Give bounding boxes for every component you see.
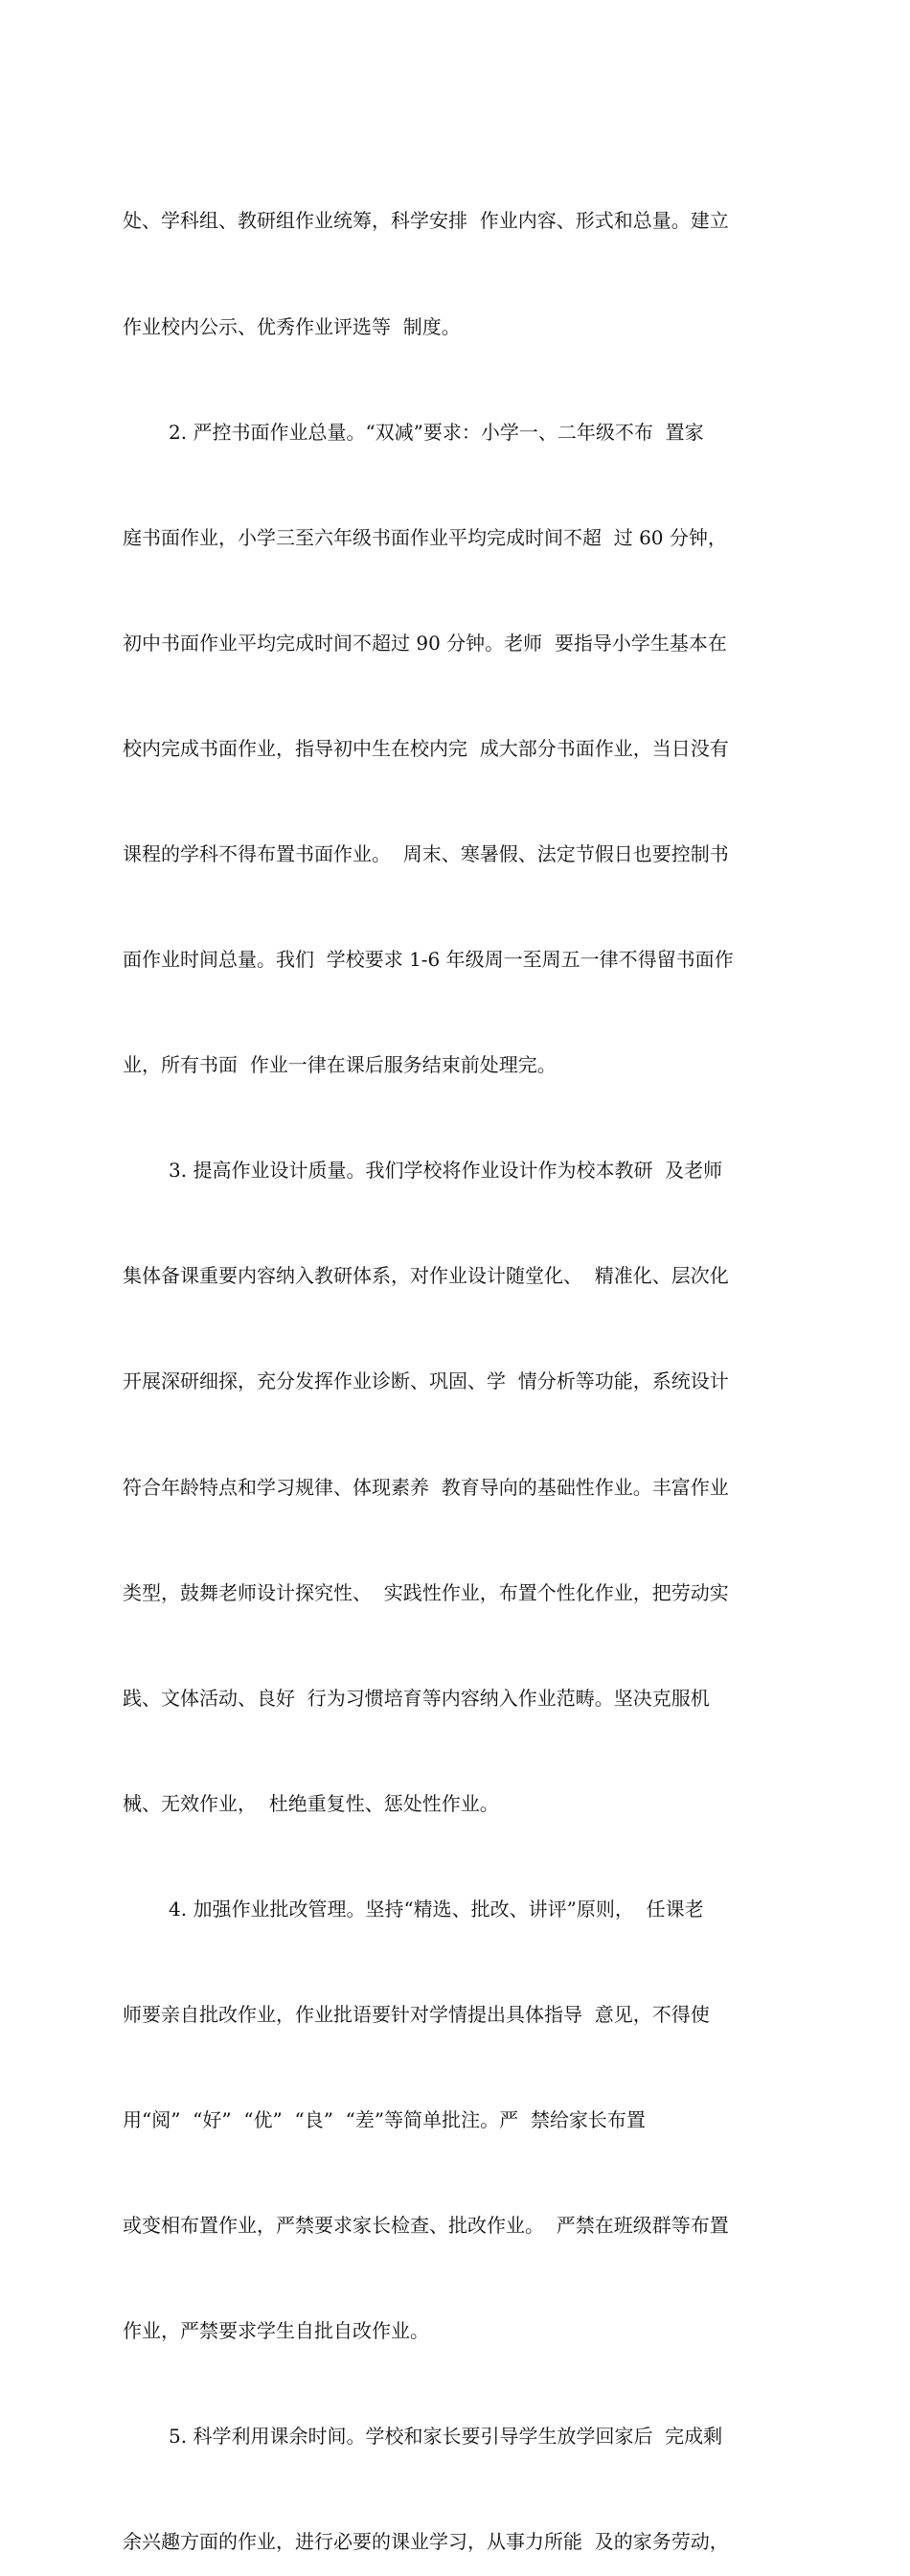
text-line: 4. 加强作业批改管理。坚持“精选、批改、讲评”原则， 任课老 [169, 1897, 704, 1920]
text-line: 3. 提高作业设计质量。我们学校将作业设计作为校本教研 及老师 [169, 1159, 723, 1183]
text-line: 用“阅” “好” “优” “良” “差”等简单批注。严 禁给家长布置 [123, 2108, 646, 2132]
text-line: 师要亲自批改作业，作业批语要针对学情提出具体指导 意见，不得使 [123, 2003, 710, 2026]
text-line: 处、学科组、教研组作业统筹，科学安排 作业内容、形式和总量。建立 [123, 209, 729, 233]
text-line: 业，所有书面 作业一律在课后服务结束前处理完。 [123, 1053, 557, 1077]
text-line: 课程的学科不得布置书面作业。 周末、寒暑假、法定节假日也要控制书 [123, 841, 729, 865]
text-line: 践、文体活动、良好 行为习惯培育等内容纳入作业范畴。坚决克服机 [123, 1686, 710, 1710]
text-line: 作业校内公示、优秀作业评选等 制度。 [123, 314, 461, 338]
text-line: 集体备课重要内容纳入教研体系，对作业设计随堂化、 精准化、层次化 [123, 1264, 729, 1288]
text-line: 符合年龄特点和学习规律、体现素养 教育导向的基础性作业。丰富作业 [123, 1475, 729, 1499]
text-line: 庭书面作业，小学三至六年级书面作业平均完成时间不超 过 60 分钟， [123, 525, 727, 549]
text-line: 5. 科学利用课余时间。学校和家长要引导学生放学回家后 完成剩 [169, 2425, 723, 2449]
text-line: 余兴趣方面的作业，进行必要的课业学习，从事力所能 及的家务劳动， [123, 2530, 729, 2554]
text-line: 或变相布置作业，严禁要求家长检查、批改作业。 严禁在班级群等布置 [123, 2214, 729, 2238]
text-line: 械、无效作业， 杜绝重复性、惩处性作业。 [123, 1791, 499, 1815]
text-line: 面作业时间总量。我们 学校要求 1-6 年级周一至周五一律不得留书面作 [123, 948, 734, 972]
text-line: 2. 严控书面作业总量。“双减”要求：小学一、二年级不布 置家 [169, 420, 704, 444]
text-line: 校内完成书面作业，指导初中生在校内完 成大部分书面作业，当日没有 [123, 736, 729, 760]
text-line: 初中书面作业平均完成时间不超过 90 分钟。老师 要指导小学生基本在 [123, 631, 727, 655]
text-line: 类型，鼓舞老师设计探究性、 实践性作业，布置个性化作业，把劳动实 [123, 1580, 729, 1604]
text-line: 作业，严禁要求学生自批自改作业。 [123, 2319, 429, 2343]
document-body [123, 133, 808, 2576]
text-line: 开展深研细探，充分发挥作业诊断、巩固、学 情分析等功能，系统设计 [123, 1369, 729, 1393]
